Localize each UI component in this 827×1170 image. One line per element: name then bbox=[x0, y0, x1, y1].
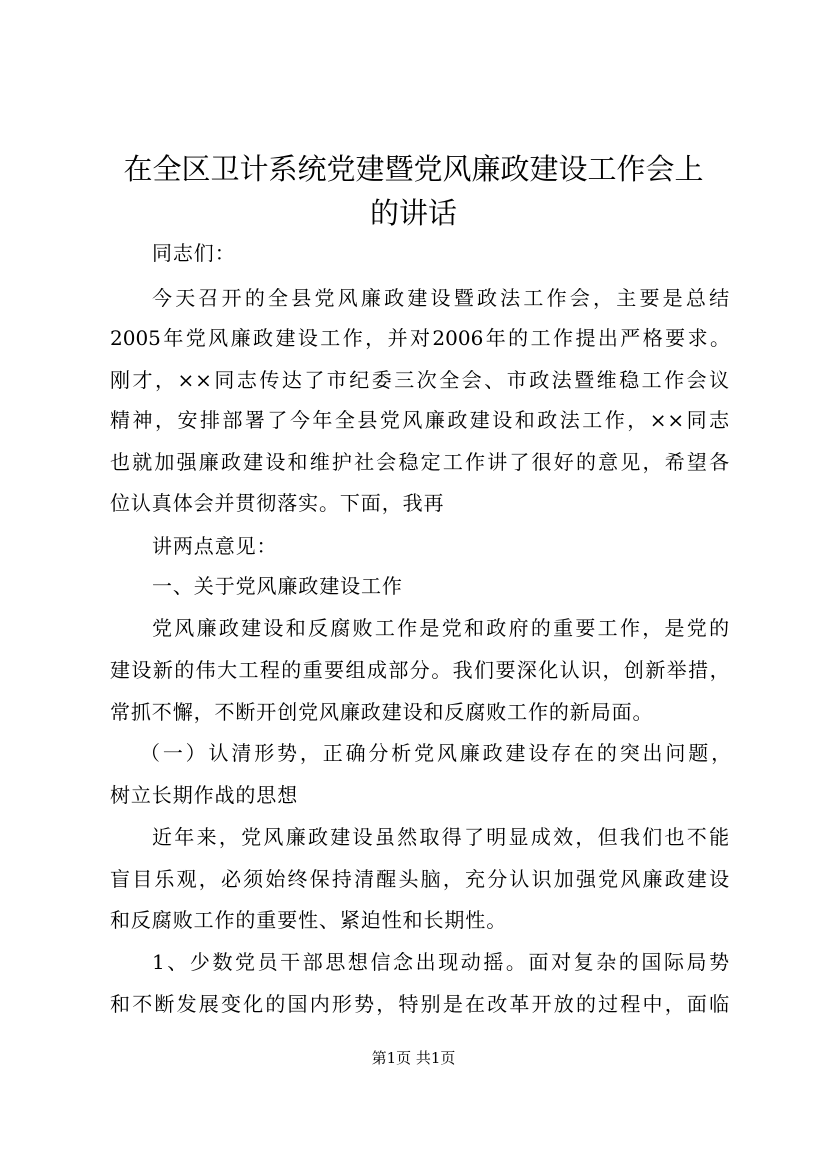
subsection-heading-line: 树立长期作战的思想 bbox=[110, 783, 299, 807]
page-number-footer: 第1页 共1页 bbox=[371, 1049, 456, 1067]
paragraph-line: 盲目乐观，必须始终保持清醒头脑，充分认识加强党风廉政建设 bbox=[110, 867, 730, 891]
paragraph-line: 今天召开的全县党风廉政建设暨政法工作会，主要是总结 bbox=[152, 286, 730, 310]
paragraph-line: 常抓不懈，不断开创党风廉政建设和反腐败工作的新局面。 bbox=[110, 700, 654, 724]
paragraph-line: 也就加强廉政建设和维护社会稳定工作讲了很好的意见，希望各 bbox=[110, 450, 730, 474]
paragraph-line: 和反腐败工作的重要性、紧迫性和长期性。 bbox=[110, 908, 508, 932]
paragraph-line: 1、少数党员干部思想信念出现动摇。面对复杂的国际局势 bbox=[152, 950, 730, 974]
salutation: 同志们： bbox=[152, 241, 236, 265]
subsection-heading: （一）认清形势，正确分析党风廉政建设存在的突出问题， bbox=[140, 741, 732, 765]
section-heading: 一、关于党风廉政建设工作 bbox=[152, 574, 403, 598]
paragraph-line: 2005年党风廉政建设工作，并对2006年的工作提出严格要求。 bbox=[110, 326, 730, 350]
paragraph-line: 党风廉政建设和反腐败工作是党和政府的重要工作，是党的 bbox=[152, 616, 730, 640]
paragraph-line: 和不断发展变化的国内形势，特别是在改革开放的过程中，面临 bbox=[110, 992, 730, 1016]
paragraph-line: 近年来，党风廉政建设虽然取得了明显成效，但我们也不能 bbox=[152, 825, 730, 849]
paragraph-line: 讲两点意见： bbox=[152, 534, 278, 558]
paragraph-line: 位认真体会并贯彻落实。下面，我再 bbox=[110, 491, 445, 515]
paragraph-line: 精神，安排部署了今年全县党风廉政建设和政法工作，××同志 bbox=[110, 408, 730, 432]
document-title-line-2: 的讲话 bbox=[369, 196, 457, 230]
paragraph-line: 建设新的伟大工程的重要组成部分。我们要深化认识，创新举措， bbox=[110, 658, 730, 682]
paragraph-line: 刚才，××同志传达了市纪委三次全会、市政法暨维稳工作会议 bbox=[110, 368, 730, 392]
document-title-line-1: 在全区卫计系统党建暨党风廉政建设工作会上 bbox=[123, 152, 704, 186]
